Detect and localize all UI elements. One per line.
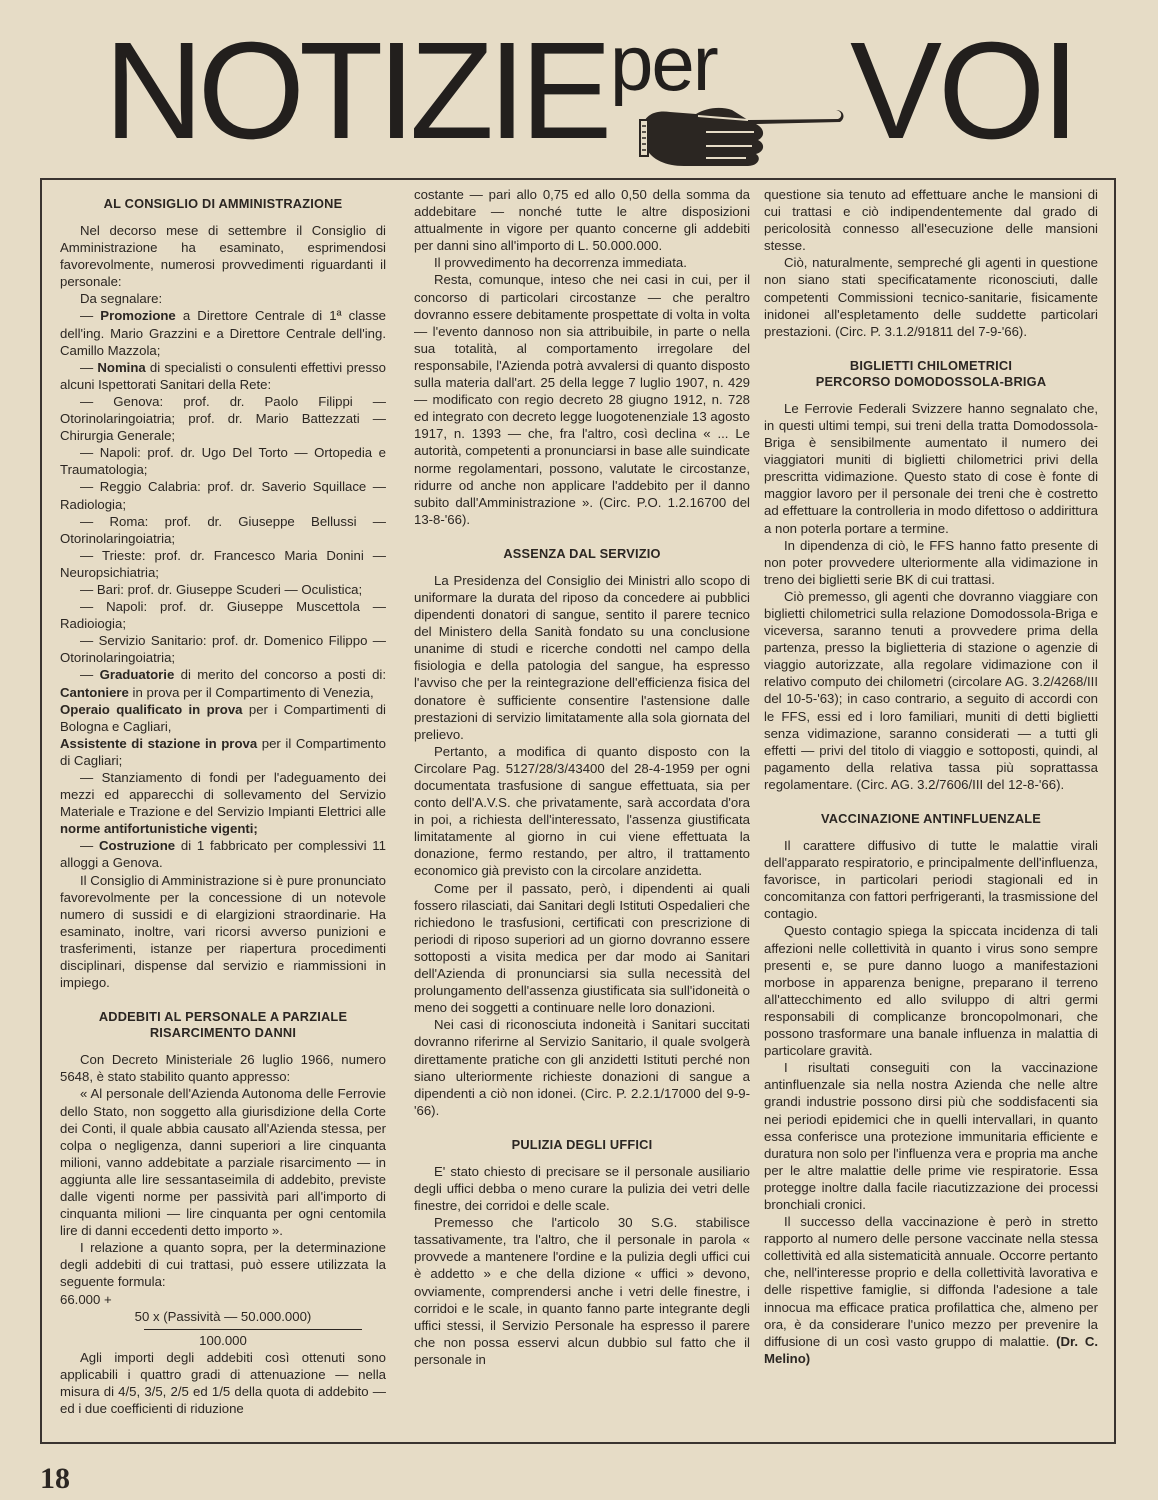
paragraph: — Trieste: prof. dr. Francesco Maria Donini — Neuropsichiatria; [60,547,386,580]
pointing-hand-icon [636,96,848,170]
paragraph: Il Consiglio di Amministrazione si è pure pronunciato favorevolmente per la concessione di un notevole numero di sussidi e di elargizioni straordinarie. Ha esaminato, inoltre, vari ricorsi avverso punizioni e trasferimenti, istanze per riapertura procedimenti disciplinari, dispense dal servizio e riammissioni in impiego. [60,872,386,991]
heading-biglietti: BIGLIETTI CHILOMETRICI [849,357,1013,373]
paragraph: — Reggio Calabria: prof. dr. Saverio Squillace — Radiologia; [60,479,386,512]
paragraph: « Al personale dell'Azienda Autonoma delle Ferrovie dello Stato, non soggetto alla giurisdizione della Corte dei Conti, il quale abbia causato all'Azienda stessa, per colpa o negligenza, danni superiori a lire cinquanta milioni, vanno addebitate a parziale risarcimento — in aggiunta alle lire sessantaseimila di addebito, previste dalle vigenti norme per passività pari all'importo di cinquanta milioni — lire cinquanta per ogni centomila lire di danni eccedenti detto importo ». [60,1086,386,1239]
paragraph: I risultati conseguiti con la vaccinazione antinfluenzale sia nella nostra Azienda che nelle altre grandi industrie possono dirsi più che soddisfacenti sia nei periodi epidemici che in quelli intervallari, in quanto essa conferisce una protezione immunitaria efficiente e duratura non solo per l'influenza vera e propria ma anche per le altre malattie delle prime vie respiratorie. Essa protegge inoltre dalla facile riacutizzazione dei processi bronchiali cronici. [764,1060,1098,1212]
paragraph: Con Decreto Ministeriale 26 luglio 1966, numero 5648, è stato stabilito quanto appresso: [60,1052,386,1085]
heading-assenza: ASSENZA DAL SERVIZIO [503,545,661,561]
paragraph: La Presidenza del Consiglio dei Ministri allo scopo di uniformare la durata del riposo da concedere ai pubblici dipendenti donatori di sangue, sentito il parere tecnico del Ministero della Sanità fondato su una conclusione unanime di studi e ricerche condotti nel campo della fisiologia e della patologia del sangue, ha espresso l'avviso che per la reintegrazione dell'efficienza fisica del donatore è sufficiente consentire l'astensione dalle prestazioni di servizio limitatamente alla sola giornata del prelievo. [414,572,750,742]
article-frame [40,178,1116,1444]
heading-consiglio: AL CONSIGLIO DI AMMINISTRAZIONE [103,196,343,211]
paragraph: In dipendenza di ciò, le FFS hanno fatto presente di non poter provvedere ulteriormente alla vidimazione in treno dei biglietti serie BK di cui trattasi. [764,537,1098,587]
paragraph: Nei casi di riconosciuta indoneità i Sanitari succitati dovranno riferirne al Servizio Sanitario, il quale svolgerà direttamente pratiche con gli anzidetti Istituti perché non siano ulteriormente richieste donazioni di sangue a dipendenti a ciò non idonei. (Circ. P. 2.2.1/17000 del 9-9-'66). [414,1017,750,1118]
paragraph: Da segnalare: [80,291,163,307]
heading-vaccinazione: VACCINAZIONE ANTINFLUENZALE [820,811,1042,826]
author-signature: (Dr. C. Melino) [764,1333,1098,1366]
masthead-title-per: per [610,19,717,107]
paragraph: — Costruzione di 1 fabbricato per complessivi 11 alloggi a Genova. [60,838,386,871]
formula-fraction-line [144,1329,362,1330]
paragraph: questione sia tenuto ad effettuare anche le mansioni di cui trattasi e ciò indipendentemente dal grado di pericolosità connesso all'esecuzione delle mansioni stesse. [764,187,1098,254]
column-3 [764,186,1098,1436]
formula-denominator: 100.000 [199,1332,247,1348]
paragraph: — Servizio Sanitario: prof. dr. Domenico Filippo — Otorinolaringoiatria; [60,633,386,666]
paragraph: — Napoli: prof. dr. Ugo Del Torto — Ortopedia e Traumatologia; [60,445,386,478]
paragraph: Le Ferrovie Federali Svizzere hanno segnalato che, in questi ultimi tempi, sui treni della tratta Domodossola-Briga è sensibilmente aumentato il numero dei viaggiatori muniti di biglietti chilometrici privi della prescritta vidimazione. Questo stato di cose è fonte di maggior lavoro per il personale dei treni che è costretto ad effettuare la controlleria in modo difettoso o addirittura a non poterla portare a termine. [764,400,1098,536]
paragraph: Il carattere diffusivo di tutte le malattie virali dell'apparato respiratorio, e principalmente dell'influenza, favorisce, in particolari periodi stagionali ed in concomitanza con fattori perfrigeranti, la trasmissione del contagio. [764,838,1098,922]
formula-constant: 66.000 + [60,1291,112,1307]
paragraph: — Graduatorie di merito del concorso a posti di: Cantoniere in prova per il Compartimento di Venezia, [60,667,386,700]
paragraph: Operaio qualificato in prova per i Compartimenti di Bologna e Cagliari, [60,701,386,734]
heading-biglietti-2: PERCORSO DOMODOSSOLA-BRIGA [815,373,1047,389]
paragraph: Ciò, naturalmente, sempreché gli agenti in questione non siano stati specificatamente riconosciuti, dalle competenti Commissioni tecnico-sanitarie, fisicamente inidonei all'espletamento delle suddette particolari prestazioni. (Circ. P. 3.1.2/91811 del 7-9-'66). [764,255,1098,339]
paragraph: Assistente di stazione in prova per il Compartimento di Cagliari; [60,735,386,768]
masthead-title-voi: VOI [850,14,1076,168]
column-1 [60,186,386,1436]
paragraph: Ciò premesso, gli agenti che dovranno viaggiare con biglietti chilometrici sulla relazione Domodossola-Briga e viceversa, saranno tenuti a provvedere prima della partenza, presso la biglietteria di stazione o agenzie di viaggio autorizzate, alla regolare vidimazione con il relativo computo dei chilometri (circolare AG. 3.2/4268/III del 10-5-'63); in caso contrario, a seguito di accordi con le FFS, essi ed i loro familiari, muniti di detti biglietti senza vidimazione, saranno considerati — a tutti gli effetti — privi del titolo di viaggio e sottoposti, quindi, al pagamento della relativa tassa più soprattassa regolamentare. (Circ. AG. 3.2/7606/III del 12-8-'66). [764,588,1098,792]
paragraph: — Napoli: prof. dr. Giuseppe Muscettola — Radioiogia; [60,599,386,632]
paragraph: Pertanto, a modifica di quanto disposto con la Circolare Pag. 5127/28/3/43400 del 28-4-1959 per ogni documentata trasfusione di sangue effettuata, sia per conto dell'A.V.S. che privatamente, sarà accordata d'ora in poi, a richiesta dell'interessato, l'assenza giustificata limitatamente al giorno in cui viene effettuata la donazione, fermo restando, per altro, il trattamento economico già previsto con la circolare anzidetta. [414,743,750,879]
paragraph: Resta, comunque, inteso che nei casi in cui, per il concorso di particolari circostanze — che peraltro dovranno essere debitamente prospettate di volta in volta — l'evento dannoso non sia attribuibile, in parte o nella sua totalità, al comportamento irregolare del responsabile, l'Azienda potrà avvalersi di quanto disposto sulla materia dall'art. 25 della legge 7 luglio 1907, n. 429 — modificato con regio decreto 28 giugno 1912, n. 728 ed integrato con decreto legge luogotenenziale 13 agosto 1917, n. 1393 — che, fra l'altro, così declina « ... Le autorità, competenti a pronunciarsi in base alle suindicate norme regolamentari, possono, valutate le circostanze, ridurre od anche non applicare l'addebito per il danno subito dall'Amministrazione ». (Circ. P.O. 1.2.16700 del 13-8-'66). [414,272,750,527]
paragraph: — Stanziamento di fondi per l'adeguamento dei mezzi ed apparecchi di sollevamento del Servizio Materiale e Trazione e del Servizio Impianti Elettrici alle norme antifortunistiche vigenti; [60,770,386,837]
paragraph: I relazione a quanto sopra, per la determinazione degli addebiti di cui trattasi, può essere utilizzata la seguente formula: [60,1240,386,1290]
heading-addebiti: ADDEBITI AL PERSONALE A PARZIALE [98,1009,348,1025]
paragraph: Nel decorso mese di settembre il Consiglio di Amministrazione ha esaminato, esprimendosi favorevolmente, numerosi provvedimenti riguardanti il personale: [60,223,386,290]
paragraph: Premesso che l'articolo 30 S.G. stabilisce tassativamente, tra l'altro, che il personale in parola « provvede a mantenere l'ordine e la pulizia degli uffici cui è addetto » e che della dizione « uffici » devono, ovviamente, comprendersi anche i vetri delle finestre, i corridoi e le scale, in quanto fanno parte integrante degli uffici stessi, il Servizio Personale ha espresso il parere che non possa esservi alcun dubbio sul fatto che il personale in [414,1215,750,1367]
paragraph: costante — pari allo 0,75 ed allo 0,50 della somma da addebitare — nonché tutte le altre disposizioni attualmente in vigore per quanto concerne gli addebiti per danni sino all'importo di L. 50.000.000. [414,187,750,254]
paragraph: — Genova: prof. dr. Paolo Filippi — Otorinolaringoiatria; prof. dr. Mario Battezzati — Chirurgia Generale; [60,393,386,444]
paragraph: — Nomina di specialisti o consulenti effettivi presso alcuni Ispettorati Sanitari della Rete: [60,359,386,392]
masthead [0,0,1158,185]
masthead-title-notizie: NOTIZIE [104,14,607,168]
paragraph: — Roma: prof. dr. Giuseppe Bellussi — Otorinolaringoiatria; [60,513,386,546]
paragraph: Questo contagio spiega la spiccata incidenza di tali affezioni nelle collettività in quanto i virus sono sempre presenti e, se pure danno luogo a manifestazioni morbose in apparenza benigne, preparano il terreno all'attecchimento ed allo sviluppo di altri germi responsabili di complicanze broncopolmonari, che possono trasformare una banale influenza in malattia di particolare gravità. [764,923,1098,1059]
column-2 [414,186,750,1436]
paragraph: Agli importi degli addebiti così ottenuti sono applicabili i quattro gradi di attenuazione — nella misura di 4/5, 3/5, 2/5 ed 1/5 della quota di addebito — ed i due coefficienti di riduzione [60,1349,386,1417]
heading-addebiti-2: RISARCIMENTO DANNI [149,1025,297,1041]
paragraph: Il successo della vaccinazione è però in stretto rapporto al numero delle persone vaccinate nella stessa collettività ed alla sistematicità annuale. Occorre pertanto che, nell'interesse proprio e della collettività lavorativa e delle rispettive famiglie, si diffonda l'adesione a tale innocua ma efficace pratica profilattica che, almeno per ora, è da considerare l'unico mezzo per prevenire la diffusione di un così vasto gruppo di malattie. (Dr. C. Melino) [764,1214,1098,1366]
paragraph: E' stato chiesto di precisare se il personale ausiliario degli uffici debba o meno curare la pulizia dei vetri delle finestre, dei corridoi e delle scale. [414,1163,750,1214]
paragraph: — Bari: prof. dr. Giuseppe Scuderi — Oculistica; [80,581,363,597]
paragraph: Il provvedimento ha decorrenza immediata. [434,255,687,271]
heading-pulizia: PULIZIA DEGLI UFFICI [511,1136,653,1152]
paragraph: — Promozione a Direttore Centrale di 1ª classe dell'ing. Mario Grazzini e a Direttore Centrale dell'ing. Camillo Mazzola; [60,308,386,358]
paragraph: Come per il passato, però, i dipendenti ai quali fossero rilasciati, dai Sanitari degli Istituti Ospedalieri che richiedono le trasfusioni, certificati con prescrizione di periodi di riposo superiori ad un giorno dovranno essere sottoposti a visita medica per dar modo ai Sanitari dell'Azienda di pronunciarsi sia sulla necessità del prolungamento dell'assenza giustificata sia sull'idoneità o meno dei soggetti a continuare nelle loro donazioni. [414,880,750,1016]
page-number: 18 [40,1462,70,1495]
formula-numerator: 50 x (Passività — 50.000.000) [134,1308,312,1324]
